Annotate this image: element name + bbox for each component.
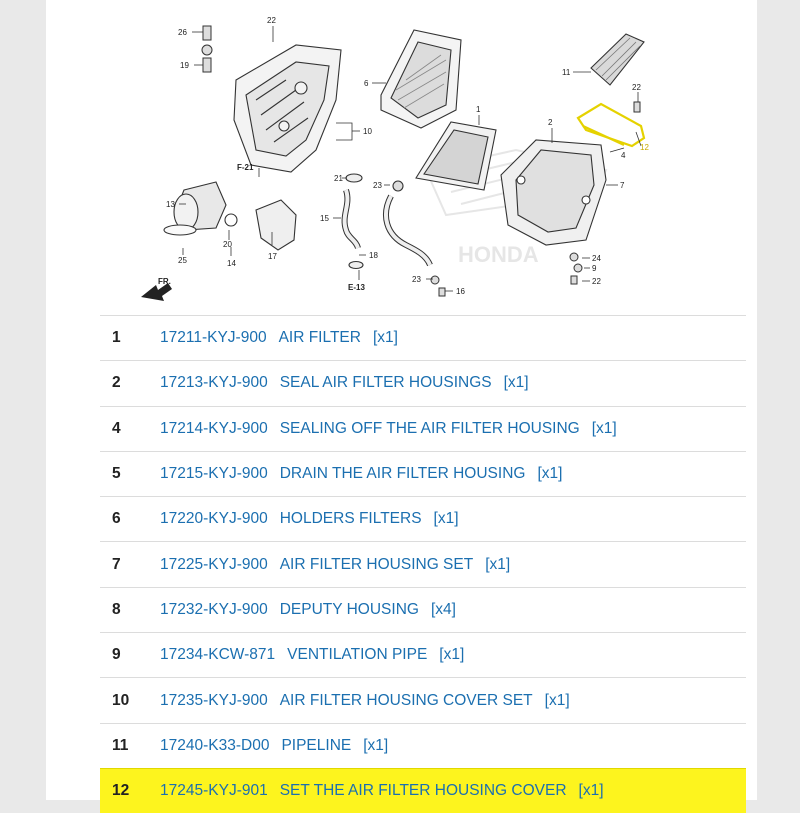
callout-4: 4 [621, 151, 626, 160]
parts-list [100, 315, 746, 813]
part-description-link[interactable]: AIR FILTER [278, 329, 361, 347]
callout-16: 16 [456, 287, 465, 296]
callout-11: 11 [562, 68, 571, 77]
callout-21: 21 [334, 174, 343, 183]
callout-22b: 22 [632, 83, 641, 92]
parts-list-row [100, 587, 746, 632]
part-description-link[interactable]: HOLDERS FILTERS [279, 510, 422, 528]
part-quantity: [x1] [485, 555, 511, 573]
callout-26: 26 [178, 28, 187, 37]
part-number-link[interactable]: 17235-KYJ-900 [160, 691, 268, 709]
part-ref-number: 8 [112, 600, 121, 618]
pipeline-part [591, 34, 644, 85]
part-quantity: [x1] [503, 374, 529, 392]
part-description-link[interactable]: DRAIN THE AIR FILTER HOUSING [279, 465, 526, 483]
part-ref-number: 10 [112, 691, 130, 709]
parts-list-row [100, 677, 746, 722]
parts-list-row [100, 768, 746, 813]
callout-6: 6 [364, 79, 369, 88]
callout-1: 1 [476, 105, 481, 114]
part-number-link[interactable]: 17240-K33-D00 [160, 736, 270, 754]
part-ref-number: 7 [112, 555, 121, 573]
part-number-link[interactable]: 17214-KYJ-900 [160, 419, 268, 437]
part-number-link[interactable]: 17225-KYJ-900 [160, 555, 268, 573]
part-quantity: [x1] [544, 691, 570, 709]
part-ref-number: 4 [112, 419, 121, 437]
callout-17: 17 [268, 252, 277, 261]
part-number-link[interactable]: 17213-KYJ-900 [160, 374, 268, 392]
parts-sheet [46, 0, 757, 800]
part-quantity: [x1] [372, 329, 398, 347]
part-description-link[interactable]: SEAL AIR FILTER HOUSINGS [279, 374, 492, 392]
part-ref-number: 2 [112, 374, 121, 392]
air-filter-housing-part [501, 140, 606, 245]
part-quantity: [x1] [433, 510, 459, 528]
callout-23: 23 [373, 181, 382, 190]
part-ref-number: 9 [112, 646, 121, 664]
part-ref-number: 11 [112, 736, 129, 754]
callout-25: 25 [178, 256, 187, 265]
part-quantity: [x1] [363, 736, 389, 754]
callout-fr: FR. [158, 277, 171, 286]
callout-19: 19 [180, 61, 189, 70]
part-description-link[interactable]: AIR FILTER HOUSING COVER SET [279, 691, 533, 709]
part-quantity: [x4] [430, 600, 456, 618]
callout-f21: F-21 [237, 163, 254, 172]
parts-list-row [100, 632, 746, 677]
callout-13: 13 [166, 200, 175, 209]
watermark-text: HONDA [458, 242, 539, 267]
part-description-link[interactable]: DEPUTY HOUSING [279, 600, 419, 618]
filter-holder-part [381, 30, 461, 128]
parts-list-row [100, 360, 746, 405]
part-ref-number: 12 [112, 782, 130, 800]
parts-list-row [100, 315, 746, 360]
part-ref-number: 5 [112, 465, 121, 483]
callout-12: 12 [640, 143, 649, 152]
part-ref-number: 6 [112, 510, 121, 528]
part-number-link[interactable]: 17211-KYJ-900 [160, 329, 267, 347]
air-filter-part [416, 122, 496, 190]
callout-14: 14 [227, 259, 236, 268]
parts-list-row [100, 723, 746, 768]
housing-cover-part [234, 45, 341, 172]
part-quantity: [x1] [578, 782, 604, 800]
part-number-link[interactable]: 17234-KCW-871 [160, 646, 276, 664]
part-quantity: [x1] [591, 419, 617, 437]
part-number-link[interactable]: 17232-KYJ-900 [160, 600, 268, 618]
part-quantity: [x1] [537, 465, 563, 483]
parts-list-row [100, 406, 746, 451]
callout-2: 2 [548, 118, 553, 127]
callout-22: 22 [267, 16, 276, 25]
part-number-link[interactable]: 17245-KYJ-901 [160, 782, 268, 800]
part-number-link[interactable]: 17220-KYJ-900 [160, 510, 268, 528]
part-description-link[interactable]: SET THE AIR FILTER HOUSING COVER [279, 782, 567, 800]
callout-15: 15 [320, 214, 329, 223]
callout-24: 24 [592, 254, 601, 263]
callout-9: 9 [592, 264, 597, 273]
callout-7: 7 [620, 181, 625, 190]
callout-e13: E-13 [348, 283, 365, 292]
callout-23b: 23 [412, 275, 421, 284]
parts-list-row [100, 451, 746, 496]
parts-list-row [100, 496, 746, 541]
callout-20: 20 [223, 240, 232, 249]
part-description-link[interactable]: VENTILATION PIPE [287, 646, 428, 664]
callout-10: 10 [363, 127, 372, 136]
part-number-link[interactable]: 17215-KYJ-900 [160, 465, 268, 483]
part-description-link[interactable]: SEALING OFF THE AIR FILTER HOUSING [279, 419, 580, 437]
bolt-26-19-part [202, 26, 212, 72]
part-ref-number: 1 [112, 329, 121, 347]
callout-18: 18 [369, 251, 378, 260]
part-description-link[interactable]: AIR FILTER HOUSING SET [279, 555, 474, 573]
exploded-parts-diagram [46, 0, 757, 315]
parts-list-row [100, 541, 746, 586]
callout-22c: 22 [592, 277, 601, 286]
part-quantity: [x1] [439, 646, 465, 664]
drain-tubes-part [345, 174, 430, 269]
part-description-link[interactable]: PIPELINE [281, 736, 352, 754]
